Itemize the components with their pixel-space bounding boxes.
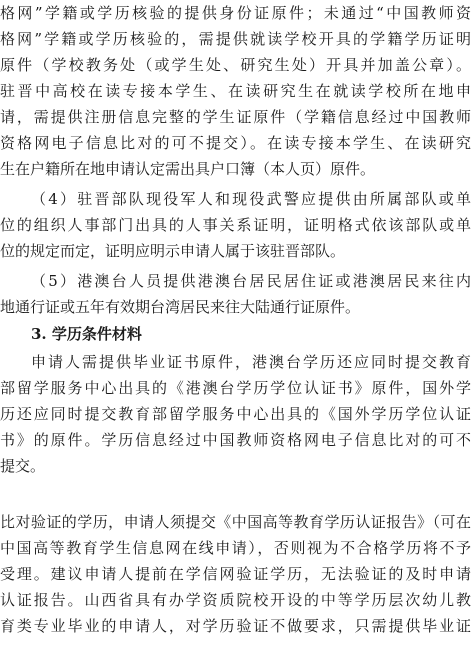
text-line: 历还应同时提交教育部留学服务中心出具的《国外学历学位认证 (0, 405, 471, 423)
text-line: 申请人需提供毕业证书原件，港澳台学历还应同时提交教育 (31, 353, 471, 371)
text-line: 比对验证的学历，申请人须提交《中国高等教育学历认证报告》（可在 (0, 513, 471, 531)
text-line: 原件（学校教务处（或学生处、研究生处）开具并加盖公章）。 (0, 56, 471, 74)
text-line: 育类专业毕业的申请人，对学历验证不做要求，只需提供毕业证 (0, 617, 471, 635)
text-line: 生在户籍所在地申请认定需出具户口簿（本人页）原件。 (0, 160, 376, 178)
text-line: 请，需提供注册信息完整的学生证原件（学籍信息经过中国教师 (0, 108, 471, 126)
text-line: 位的组织人事部门出具的人事关系证明，证明格式依该部队或单 (0, 216, 471, 234)
text-line: 资格网电子信息比对的可不提交）。在读专接本学生、在读研究 (0, 134, 471, 152)
paragraph-item-5: （5）港澳台人员提供港澳台居民居住证或港澳居民来往内 (31, 272, 471, 290)
text-line: 中国高等教育学生信息网在线申请），否则视为不合格学历将不予 (0, 539, 471, 557)
text-line: 提交。 (0, 457, 46, 475)
text-line: 书》的原件。学历信息经过中国教师资格网电子信息比对的可不 (0, 431, 471, 449)
text-line: 认证报告。山西省具有办学资质院校开设的中等学历层次幼儿教 (0, 591, 471, 609)
text-line: 受理。建议申请人提前在学信网验证学历，无法验证的及时申请 (0, 565, 471, 583)
section-heading: 3. 学历条件材料 (31, 325, 142, 343)
text-line: 格网”学籍或学历核验的，需提供就读学校开具的学籍学历证明 (0, 30, 471, 48)
text-line: 部留学服务中心出具的《港澳台学历学位认证书》原件，国外学 (0, 379, 471, 397)
text-line: 位的规定而定，证明应明示申请人属于该驻晋部队。 (0, 242, 346, 260)
text-line: 格网”学籍或学历核验的提供身份证原件；未通过“中国教师资 (0, 4, 471, 22)
paragraph-item-4: （4）驻晋部队现役军人和现役武警应提供由所属部队或单 (31, 190, 471, 208)
special-tip-line (0, 485, 471, 507)
text-line: 地通行证或五年有效期台湾居民来往大陆通行证原件。 (0, 298, 361, 316)
text-line: 驻晋中高校在读专接本学生、在读研究生在就读学校所在地申 (0, 82, 471, 100)
